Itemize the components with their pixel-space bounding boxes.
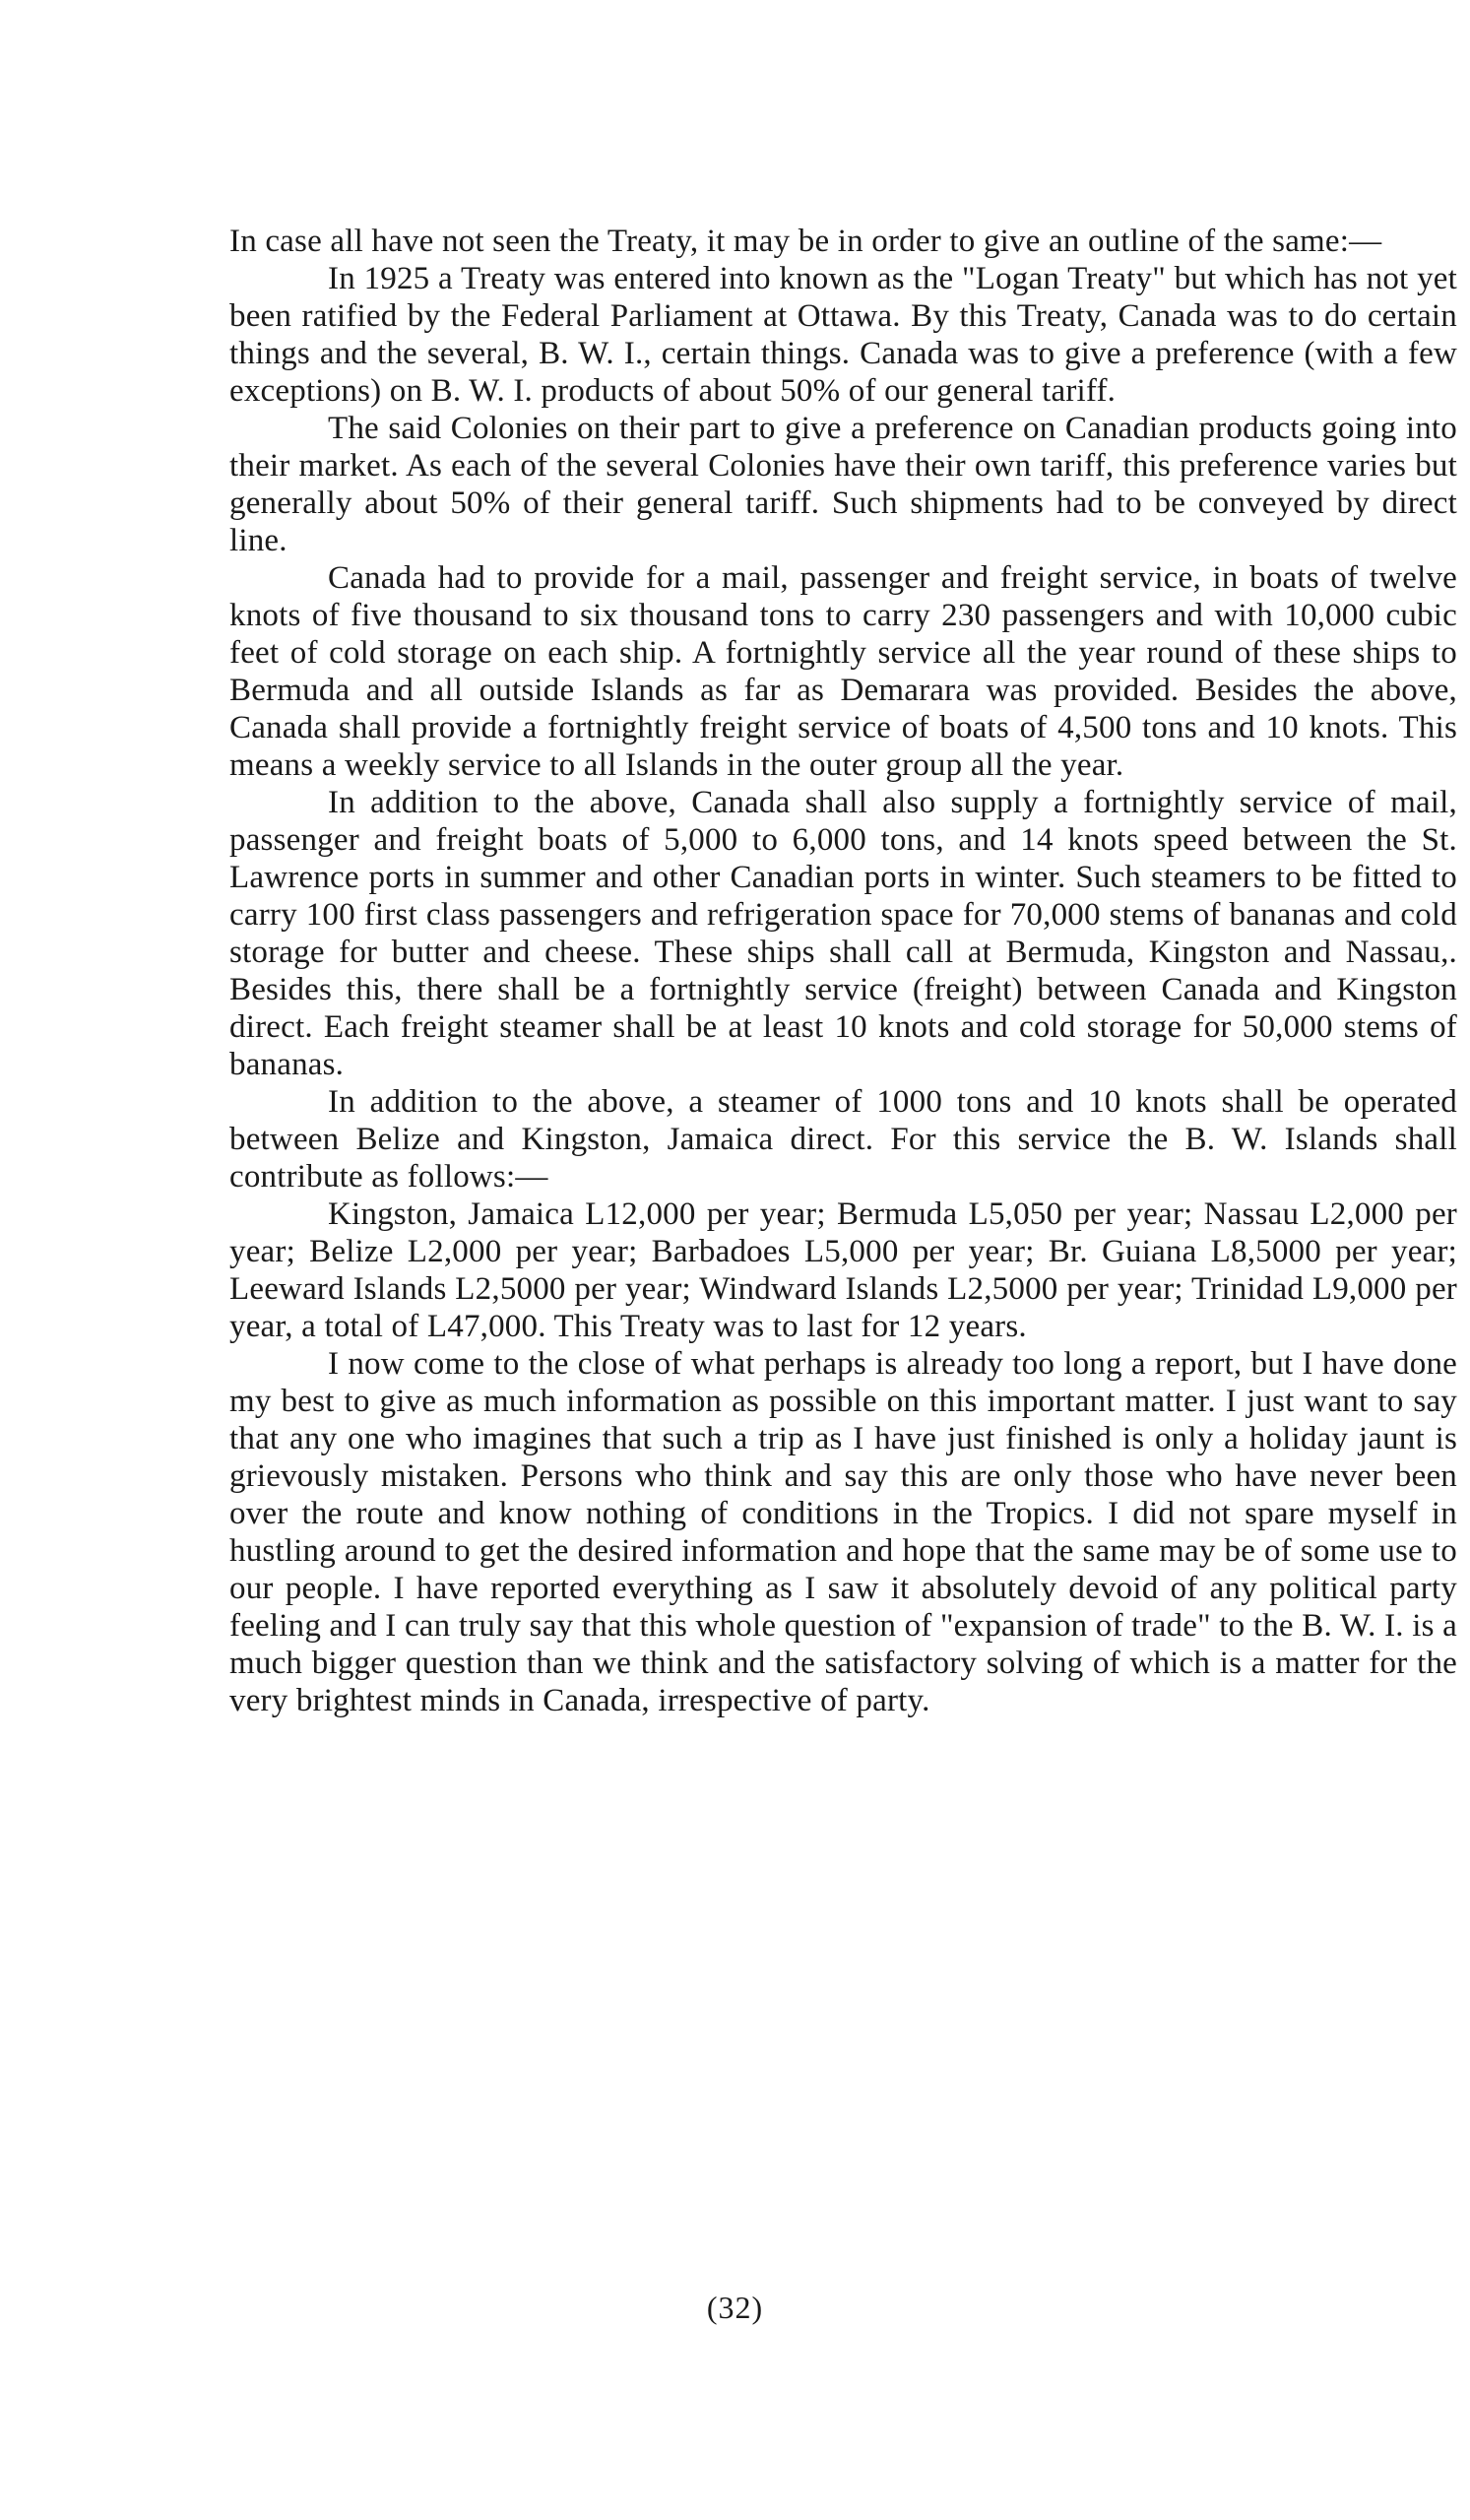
paragraph-st-lawrence-service: In addition to the above, Canada shall also supply a fortnightly service of mail, passenger and freight boats of 5,000 to 6,000 tons, and 14 knots speed between the St. Lawrence ports in summer and other Canadian ports in winter. Such steamers to be fitted to carry 100 first class passengers and refrigeration space for 70,000 stems of bananas and cold storage for butter and cheese. These ships shall call at Bermuda, Kingston and Nassau,. Besides this, there shall be a fortnightly service (freight) between Canada and Kingston direct. Each freight steamer shall be at least 10 knots and cold storage for 50,000 stems of bananas. xyxy=(229,785,1457,1082)
page-number: (32) xyxy=(706,2290,764,2325)
paragraph-closing-remarks: I now come to the close of what perhaps is already too long a report, but I have done my best to give as much information as possible on this important matter. I just want to say that any one who imagines that such a trip as I have just finished is only a holiday jaunt is grievously mistaken. Persons who think and say this are only those who have never been over the route and know nothing of conditions in the Tropics. I did not spare myself in hustling around to get the desired information and hope that the same may be of some use to our people. I have reported everything as I saw it absolutely devoid of any political party feeling and I can truly say that this whole question of "expansion of trade" to the B. W. I. is a much bigger question than we think and the satisfactory solving of which is a matter for the very brightest minds in Canada, irrespective of party. xyxy=(229,1346,1457,1718)
paragraph-belize-steamer: In addition to the above, a steamer of 1000 tons and 10 knots shall be operated between Belize and Kingston, Jamaica direct. For this service the B. W. Islands shall contribute as follows:— xyxy=(229,1084,1457,1195)
paragraph-colonies-preference: The said Colonies on their part to give a preference on Canadian products going into their market. As each of the several Colonies have their own tariff, this preference varies but generally about 50% of their general tariff. Such shipments had to be conveyed by direct line. xyxy=(229,411,1457,558)
paragraph-logan-treaty: In 1925 a Treaty was entered into known as the "Logan Treaty" but which has not yet been ratified by the Federal Parliament at Ottawa. By this Treaty, Canada was to do certain things and the several, B. W. I., certain things. Canada was to give a preference (with a few exceptions) on B. W. I. products of about 50% of our general tariff. xyxy=(229,261,1457,409)
paragraph-contributions: Kingston, Jamaica L12,000 per year; Bermuda L5,050 per year; Nassau L2,000 per year; Belize L2,000 per year; Barbadoes L5,000 per year; Br. Guiana L8,5000 per year; Leeward Islands L2,5000 per year; Windward Islands L2,5000 per year; Trinidad L9,000 per year, a total of L47,000. This Treaty was to last for 12 years. xyxy=(229,1196,1457,1344)
document-body xyxy=(229,223,1457,1719)
paragraph-treaty-intro: In case all have not seen the Treaty, it may be in order to give an outline of the same:— xyxy=(229,224,1382,259)
paragraph-mail-passenger-service: Canada had to provide for a mail, passenger and freight service, in boats of twelve knots of five thousand to six thousand tons to carry 230 passengers and with 10,000 cubic feet of cold storage on each ship. A fortnightly service all the year round of these ships to Bermuda and all outside Islands as far as Demarara was provided. Besides the above, Canada shall provide a fortnightly freight service of boats of 4,500 tons and 10 knots. This means a weekly service to all Islands in the outer group all the year. xyxy=(229,560,1457,783)
